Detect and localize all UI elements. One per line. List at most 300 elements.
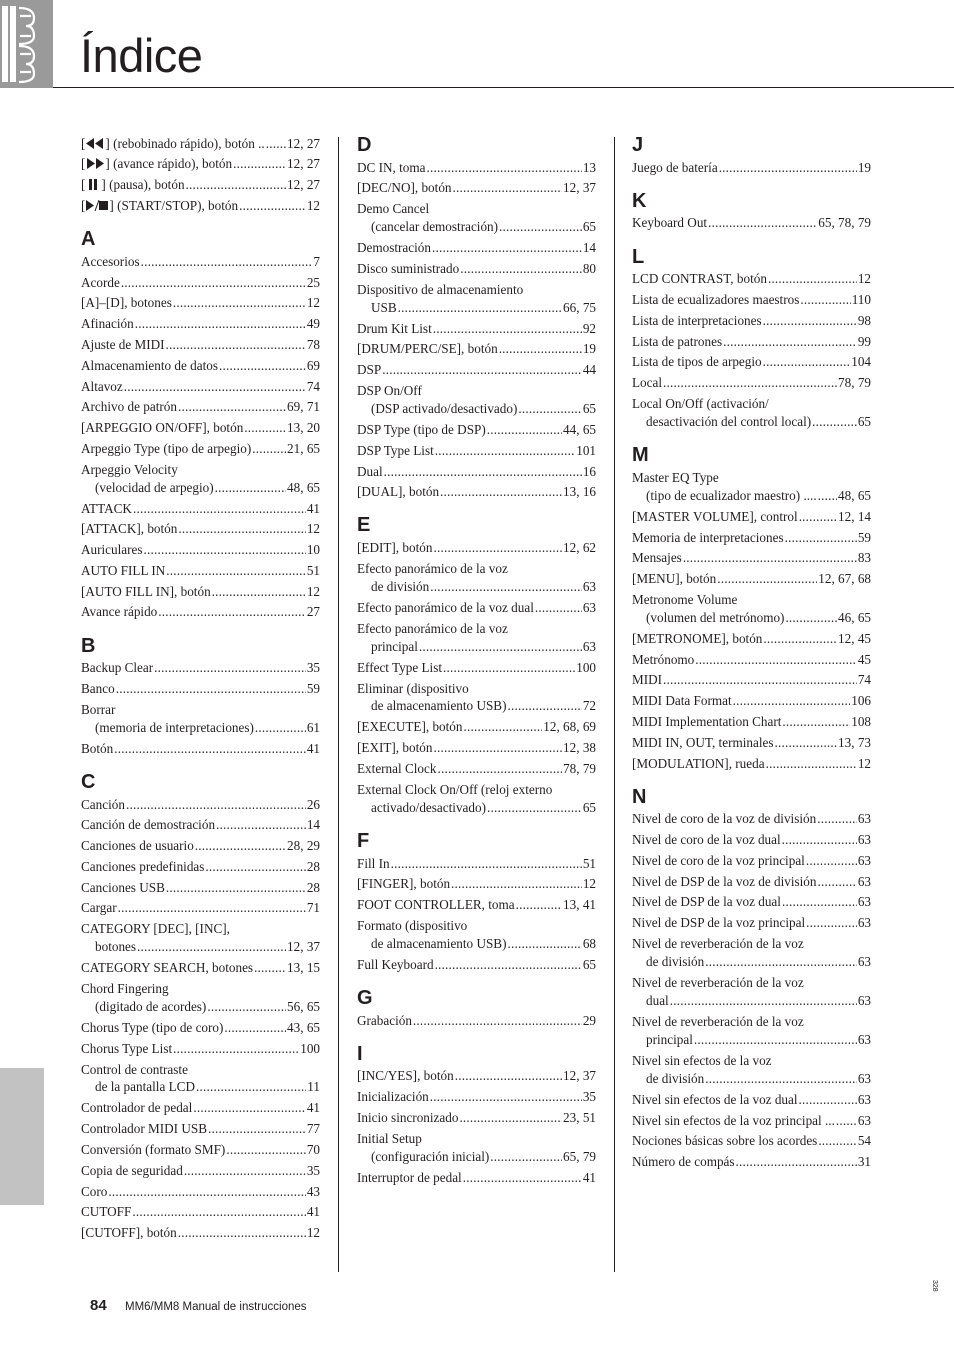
index-column-1: [81, 133, 320, 1243]
index-entry: [357, 461, 596, 482]
column-divider: [614, 137, 615, 1272]
index-entry-line: [357, 717, 596, 738]
index-entry-line: [81, 397, 320, 418]
dot-leader: [433, 539, 562, 556]
index-entry: [357, 419, 596, 440]
index-entry: [81, 835, 320, 856]
dot-leader: [255, 719, 306, 736]
entry-term: Coro: [81, 1183, 108, 1199]
index-entry: [357, 537, 596, 558]
page-title: Índice: [80, 29, 203, 82]
index-entry: [81, 1059, 320, 1098]
dot-leader: [508, 935, 582, 952]
index-entry: [632, 352, 871, 373]
index-entry-line: [632, 289, 871, 310]
dot-leader: [768, 270, 857, 287]
entry-term: [81, 135, 265, 152]
page-ref: 12, 27: [287, 177, 320, 193]
dot-leader: [173, 294, 306, 311]
index-entry-line: [81, 293, 320, 314]
index-entry-line: [632, 871, 871, 892]
entry-term: dual: [646, 992, 669, 1008]
page-ref: 70: [306, 1141, 320, 1157]
dot-leader: [178, 398, 286, 415]
index-entry: [357, 360, 596, 381]
section-letter: B: [81, 634, 96, 657]
dot-leader: [216, 816, 306, 833]
entry-term: DSP: [357, 362, 382, 378]
entry-term: Control de contraste: [81, 1061, 188, 1077]
dot-leader: [806, 852, 857, 869]
page-ref: 12, 68, 69: [543, 719, 596, 735]
entry-term: [81, 155, 232, 172]
dot-leader: [207, 998, 286, 1015]
index-entry: [357, 157, 596, 178]
index-entry: [81, 272, 320, 293]
page-ref: 106: [851, 693, 871, 709]
entry-term: [ATTACK], botón: [81, 521, 178, 537]
page-ref: 46, 65: [838, 609, 871, 625]
dot-leader: [154, 659, 306, 676]
column-divider: [338, 137, 339, 1272]
dot-leader: [432, 239, 582, 256]
index-entry: [81, 898, 320, 919]
index-entry-line: [81, 417, 320, 438]
index-entry: [632, 269, 871, 290]
index-entry: [632, 732, 871, 753]
index-entry-line: [81, 376, 320, 397]
index-entry-line: [357, 419, 596, 440]
page-number: 84: [90, 1297, 107, 1314]
page-ref: 13, 41: [563, 897, 596, 913]
index-entry-line: [632, 649, 871, 670]
index-entry-line: [357, 620, 596, 638]
index-entry-line: [81, 980, 320, 998]
index-entry: [357, 853, 596, 874]
entry-term: MIDI Data Format: [632, 693, 732, 709]
dot-leader: [723, 333, 857, 350]
index-entry-line: [632, 892, 871, 913]
page-ref: 63: [857, 811, 871, 827]
dot-leader: [763, 353, 851, 370]
entry-term: DSP Type List: [357, 442, 434, 458]
entry-term: DSP Type (tipo de DSP): [357, 421, 486, 437]
index-entry-line: [81, 856, 320, 877]
index-entry: [81, 417, 320, 438]
dot-leader: [451, 875, 582, 892]
index-entry: [81, 334, 320, 355]
index-entry-line: [81, 701, 320, 719]
index-entry-line: [632, 1031, 871, 1049]
page-ref: 77: [306, 1121, 320, 1137]
index-entry-line: [357, 758, 596, 779]
dot-leader: [419, 638, 582, 655]
bracket-open: [: [81, 135, 86, 151]
index-section: [81, 634, 320, 759]
dot-leader: [453, 179, 563, 196]
index-entry-line: [632, 809, 871, 830]
entry-term: [A]–[D], botones: [81, 295, 172, 311]
index-entry: [357, 779, 596, 818]
entry-term: External Clock On/Off (reloj externo: [357, 781, 553, 797]
page-ref: 63: [857, 954, 871, 969]
index-entry: [632, 829, 871, 850]
index-entry-line: [357, 637, 596, 655]
index-entry-line: [357, 400, 596, 418]
dot-leader: [126, 796, 306, 813]
index-entry-line: [81, 1222, 320, 1243]
index-column-3: [632, 133, 871, 1172]
index-entry-line: [357, 798, 596, 816]
dot-leader: [398, 299, 562, 316]
page-ref: 35: [306, 1162, 320, 1178]
index-entry: [632, 972, 871, 1011]
page-ref: 49: [306, 316, 320, 332]
index-entry: [81, 738, 320, 759]
page-ref: 41: [306, 1100, 320, 1116]
index-entry-line: [81, 560, 320, 581]
index-entry-line: [81, 898, 320, 919]
index-entry: [632, 213, 871, 234]
entry-term: DSP On/Off: [357, 383, 422, 399]
index-entry-line: [81, 581, 320, 602]
dot-leader: [508, 697, 582, 714]
entry-term: Juego de batería: [632, 159, 718, 175]
page-ref: 25: [306, 274, 320, 290]
index-entry-line: [632, 548, 871, 569]
entry-term: CUTOFF: [81, 1204, 132, 1220]
index-entry-line: [632, 157, 871, 178]
index-entry-line: [357, 440, 596, 461]
entry-term: Ajuste de MIDI: [81, 336, 165, 352]
entry-term: de división: [646, 1070, 705, 1086]
entry-term: Lista de patrones: [632, 333, 723, 349]
index-entry-line: [357, 1130, 596, 1148]
dot-leader: [459, 1109, 562, 1126]
page-ref: 63: [582, 578, 596, 594]
page-ref: 12, 62: [563, 540, 596, 556]
page-ref: 12: [306, 521, 320, 537]
index-entry: [357, 915, 596, 954]
index-entry-line: [81, 998, 320, 1016]
index-section: [632, 133, 871, 178]
index-entry-line: [81, 920, 320, 938]
dot-leader: [763, 312, 857, 329]
index-entry: [81, 1038, 320, 1059]
index-entry-line: [357, 1148, 596, 1166]
index-entry-line: [357, 781, 596, 799]
page-ref: 78: [306, 336, 320, 352]
entry-term: [81, 176, 185, 193]
index-entry-line: [81, 957, 320, 978]
entry-term: Número de compás: [632, 1154, 735, 1170]
page-ref: 61: [306, 719, 320, 735]
page-ref: 12, 37: [563, 180, 596, 196]
entry-term: de la pantalla LCD: [95, 1079, 195, 1095]
entry-term-text: ] (rebobinado rápido), botón ..: [105, 135, 265, 151]
dot-leader: [430, 578, 582, 595]
entry-term: Inicio sincronizado: [357, 1109, 459, 1125]
index-entry-line: [81, 1038, 320, 1059]
index-entry: [632, 568, 871, 589]
index-entry-line: [81, 251, 320, 272]
page-ref: 65, 78, 79: [818, 215, 871, 231]
entry-term: Memoria de interpretaciones: [632, 529, 784, 545]
entry-term: [MENU], botón: [632, 571, 717, 587]
entry-term: Efecto panorámico de la voz dual: [357, 599, 534, 615]
page-ref: 69: [306, 357, 320, 373]
dot-leader: [114, 740, 306, 757]
entry-term: [81, 197, 238, 214]
index-entry-line: [81, 133, 320, 154]
index-entry: [81, 877, 320, 898]
index-entry-line: [81, 313, 320, 334]
entry-term: [EDIT], botón: [357, 540, 433, 556]
entry-term: Inicialización: [357, 1089, 429, 1105]
index-entry: [81, 1222, 320, 1243]
pause-icon: [85, 177, 101, 192]
entry-term: de división: [371, 578, 430, 594]
index-entry: [632, 331, 871, 352]
index-entry: [632, 506, 871, 527]
dot-leader: [785, 529, 857, 546]
section-letter: N: [632, 785, 647, 808]
page-ref: 12: [306, 1225, 320, 1241]
index-entry-line: [632, 913, 871, 934]
dot-leader: [782, 893, 857, 910]
index-entry: [357, 874, 596, 895]
dot-leader: [806, 914, 857, 931]
entry-term: Demostración: [357, 240, 431, 256]
section-letter: F: [357, 829, 370, 852]
dot-leader: [166, 336, 306, 353]
page-ref: 68: [582, 935, 596, 951]
dot-leader: [219, 357, 306, 374]
entry-term: Archivo de patrón: [81, 399, 177, 415]
page-ref: 72: [582, 698, 596, 714]
page-ref: 12, 67, 68: [818, 571, 871, 587]
entry-term: [DEC/NO], botón: [357, 180, 452, 196]
index-entry: [81, 498, 320, 519]
entry-term: (digitado de acordes): [95, 998, 207, 1014]
dot-leader: [244, 419, 286, 436]
index-entry-line: [81, 195, 320, 216]
entry-term: AUTO FILL IN: [81, 562, 166, 578]
section-letter: J: [632, 134, 644, 156]
entry-term: Metronome Volume: [632, 592, 738, 608]
dot-leader: [158, 603, 306, 620]
page-ref: 14: [306, 817, 320, 833]
entry-term: Canciones de usuario: [81, 838, 194, 854]
entry-term: (velocidad de arpegio): [95, 479, 214, 495]
page-ref: 63: [857, 915, 871, 931]
index-entry: [81, 978, 320, 1017]
index-entry-line: [632, 1089, 871, 1110]
entry-term: (configuración inicial): [371, 1148, 490, 1164]
index-entry-line: [632, 732, 871, 753]
index-entry-line: [632, 691, 871, 712]
page-ref: 63: [857, 1091, 871, 1107]
index-entry-line: [81, 1160, 320, 1181]
dot-leader: [817, 873, 856, 890]
index-entry-line: [81, 539, 320, 560]
page-ref: 35: [306, 660, 320, 676]
dot-leader: [141, 253, 313, 270]
index-entry-line: [357, 1066, 596, 1087]
entry-term: (DSP activado/desactivado): [371, 401, 518, 416]
index-entry: [81, 397, 320, 418]
entry-term: (volumen del metrónomo): [646, 609, 785, 625]
index-entry-line: [357, 537, 596, 558]
entry-term: Altavoz: [81, 378, 123, 394]
page-ref: 13, 16: [563, 484, 596, 500]
index-entry: [357, 597, 596, 618]
page-ref: 110: [851, 292, 871, 308]
index-entry: [632, 809, 871, 830]
dot-leader: [430, 1088, 582, 1105]
index-entry: [81, 1098, 320, 1119]
index-entry: [357, 238, 596, 259]
page-ref: 41: [582, 1169, 596, 1185]
entry-term: Nivel de DSP de la voz dual: [632, 894, 781, 910]
entry-term: Lista de tipos de arpegio: [632, 354, 762, 370]
page-ref: 59: [857, 529, 871, 545]
dot-leader: [705, 953, 857, 970]
index-entry: [81, 313, 320, 334]
entry-term: Controlador MIDI USB: [81, 1121, 208, 1137]
index-entry-line: [632, 527, 871, 548]
entry-term: External Clock: [357, 760, 437, 776]
dot-leader: [717, 570, 817, 587]
bracket-open: [: [81, 198, 86, 214]
entry-term: MIDI IN, OUT, terminales: [632, 734, 774, 750]
index-entry-line: [357, 954, 596, 975]
dot-leader: [173, 1040, 299, 1057]
index-entry: [81, 602, 320, 623]
dot-leader: [490, 1148, 562, 1165]
entry-term: [EXIT], botón: [357, 740, 433, 756]
index-entry: [81, 699, 320, 738]
dot-leader: [193, 1099, 305, 1116]
page-ref: 74: [857, 672, 871, 688]
page-ref: 23, 51: [563, 1109, 596, 1125]
index-entry: [81, 658, 320, 679]
index-entry-line: [81, 938, 320, 956]
dot-leader: [433, 739, 562, 756]
page-ref: 63: [857, 852, 871, 868]
page-ref: 63: [857, 832, 871, 848]
index-entry: [357, 954, 596, 975]
dot-leader: [212, 583, 306, 600]
page-ref: 41: [306, 740, 320, 756]
index-entry-line: [632, 269, 871, 290]
page-ref: 19: [582, 341, 596, 357]
index-entry-line: [81, 519, 320, 540]
index-entry: [632, 1011, 871, 1050]
page-ref: 92: [582, 320, 596, 336]
index-entry: [632, 850, 871, 871]
page-ref: 74: [306, 378, 320, 394]
dot-leader: [719, 159, 857, 176]
section-letter: D: [357, 134, 372, 156]
entry-term: Dispositivo de almacenamiento: [357, 281, 524, 297]
dot-leader: [705, 1070, 857, 1087]
document-code: 328: [931, 1280, 938, 1292]
entry-term: Afinación: [81, 316, 134, 332]
entry-term: Mensajes: [632, 550, 682, 566]
page-ref: 78, 79: [563, 760, 596, 776]
index-entry-line: [357, 737, 596, 758]
section-letter: C: [81, 770, 96, 793]
index-entry-line: [632, 469, 871, 487]
page-ref: 29: [582, 1012, 596, 1028]
index-entry-line: [81, 602, 320, 623]
index-entry-line: [357, 360, 596, 381]
entry-term: Drum Kit List: [357, 320, 432, 336]
dot-leader: [184, 1162, 306, 1179]
dot-leader: [435, 956, 582, 973]
index-entry-line: [81, 794, 320, 815]
index-entry-line: [81, 719, 320, 737]
dot-leader: [812, 413, 857, 430]
index-entry-line: [81, 1098, 320, 1119]
entry-term: Conversión (formato SMF): [81, 1141, 226, 1157]
index-entry: [81, 1118, 320, 1139]
index-entry-line: [632, 487, 871, 505]
entry-term: Canción: [81, 796, 125, 812]
page-ref: 12, 27: [287, 135, 320, 151]
dot-leader: [124, 378, 306, 395]
entry-term: Nivel sin efectos de la voz: [632, 1053, 772, 1069]
page-ref: 19: [857, 159, 871, 175]
index-entry-line: [81, 1202, 320, 1223]
keyboard-logo-icon: [0, 0, 53, 88]
page-ref: 12: [857, 271, 871, 287]
index-entry-line: [81, 678, 320, 699]
index-entry-line: [357, 560, 596, 578]
bracket-open: [: [81, 156, 86, 172]
page-ref: 63: [582, 638, 596, 654]
page-ref: 41: [306, 1204, 320, 1220]
entry-term: Effect Type List: [357, 659, 443, 675]
index-entry: [81, 957, 320, 978]
index-entry: [81, 459, 320, 498]
index-entry-line: [632, 395, 871, 413]
page-ref: 71: [306, 900, 320, 916]
entry-term: Cargar: [81, 900, 117, 916]
page-ref: 43: [306, 1183, 320, 1199]
dot-leader: [487, 799, 582, 816]
index-entry: [81, 581, 320, 602]
index-entry-line: [357, 281, 596, 299]
entry-term: Canciones predefinidas: [81, 858, 205, 874]
dot-leader: [435, 442, 575, 459]
index-entry: [632, 711, 871, 732]
side-tab: [0, 1068, 44, 1205]
index-section: [357, 513, 596, 817]
index-entry: [357, 440, 596, 461]
index-entry-line: [81, 461, 320, 479]
index-entry: [357, 758, 596, 779]
page-ref: 41: [306, 500, 320, 516]
index-entry-line: [357, 200, 596, 218]
entry-term: Dual: [357, 463, 383, 479]
index-entry-line: [632, 372, 871, 393]
dot-leader: [137, 938, 286, 955]
entry-term: Borrar: [81, 702, 116, 717]
index-entry-line: [357, 935, 596, 953]
page-ref: 13, 73: [838, 734, 871, 750]
